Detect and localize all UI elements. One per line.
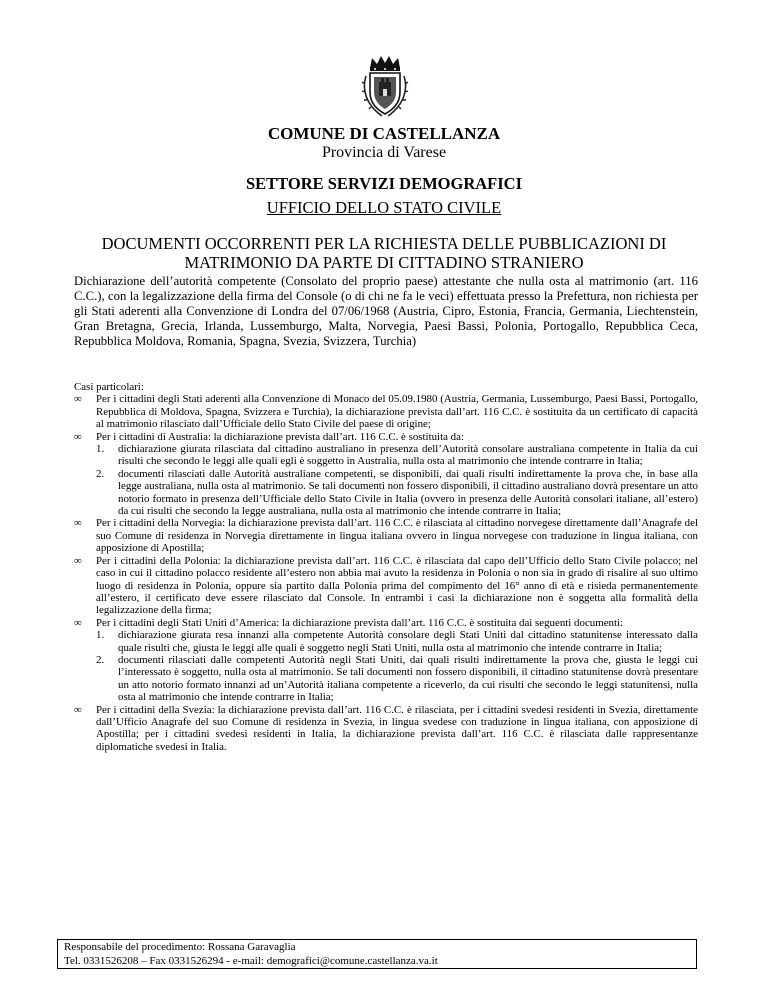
department-name: SETTORE SERVIZI DEMOGRAFICI	[245, 174, 522, 193]
case-item-stati-uniti	[74, 617, 698, 704]
municipality-name: COMUNE DI CASTELLANZA	[267, 124, 501, 143]
sub-item	[96, 654, 698, 704]
document-title: DOCUMENTI OCCORRENTI PER LA RICHIESTA DELLE PUBBLICAZIONI DI MATRIMONIO DA PARTE DI CITTADINO STRANIERO	[101, 234, 667, 272]
case-item-polonia	[74, 555, 698, 617]
bullet-icon: ∞	[74, 616, 82, 629]
case-text: Per i cittadini degli Stati aderenti alla Convenzione di Monaco del 05.09.1980 (Austria, Germania, Lussemburgo, Paesi Bassi, Portogallo, Repubblica di Moldova, Spagna, Svizzera e Turchia), la dichiarazione prevista dall’art. 116 C.C. è sostituita da un certificato di capacità al matrimonio rilasciato dall’Ufficiale dello Stato Civile del paese di origine;	[96, 393, 698, 431]
bullet-icon: ∞	[74, 554, 82, 567]
case-text: Per i cittadini della Svezia: la dichiarazione prevista dall’art. 116 C.C. è rilasciata, per i cittadini svedesi residenti in Svezia, direttamente dall’Ufficio Anagrafe del suo Comune di residenza in Svezia, in lingua svedese con traduzione in lingua italiana, con apposizione di Apostilla; per i cittadini svedesi residenti in Italia, la dichiarazione prevista dall’art. 116 C.C. è rilasciata dalle rappresentanze diplomatiche svedesi in Italia.	[96, 703, 698, 753]
sub-item-number: 1.	[96, 443, 105, 456]
case-text: Per i cittadini di Australia: la dichiarazione prevista dall’art. 116 C.C. è sostituita da:	[96, 430, 464, 443]
case-item-norvegia	[74, 517, 698, 554]
case-item-monaco	[74, 393, 698, 430]
office-name: UFFICIO DELLO STATO CIVILE	[266, 198, 502, 217]
sub-item-number: 1.	[96, 629, 105, 642]
intro-paragraph: Dichiarazione dell’autorità competente (Consolato del proprio paese) attestante che nulla osta al matrimonio (art. 116 C.C.), con la legalizzazione della firma del Console (o di chi ne fa le veci) effettuata presso la Prefettura, non richiesta per gli Stati aderenti alla Convenzione di Londra del 07/06/1968 (Austria, Cipro, Estonia, Francia, Germania, Liechtenstein, Gran Bretagna, Grecia, Irlanda, Lussemburgo, Malta, Norvegia, Paesi Bassi, Polonia, Portogallo, Repubblica Ceca, Repubblica Moldova, Romania, Spagna, Svezia, Svizzera, Turchia)	[74, 274, 698, 348]
coat-of-arms-icon	[360, 54, 410, 118]
case-item-australia	[74, 431, 698, 518]
sub-item-text: dichiarazione giurata resa innanzi alla competente Autorità consolare degli Stati Uniti dal cittadino statunitense interessato dalla quale risulti che, giusta le leggi alle quali è soggetto negli Stati Uniti, nulla osta al matrimonio che intende contrarre in Italia;	[118, 629, 698, 654]
sub-item	[96, 629, 698, 654]
case-text: Per i cittadini della Norvegia: la dichiarazione prevista dall’art. 116 C.C. è rilasciata al cittadino norvegese direttamente dall’Anagrafe del suo Comune di residenza in Norvegia direttamente in lingua italiana ovvero in lingua norvegese con traduzione in lingua italiana, con apposizione di Apostilla;	[96, 517, 698, 555]
sub-item-number: 2.	[96, 467, 105, 480]
province-name: Provincia di Varese	[321, 144, 447, 161]
bullet-icon: ∞	[74, 703, 82, 716]
bullet-icon: ∞	[74, 393, 82, 406]
case-item-svezia	[74, 704, 698, 754]
case-text: Per i cittadini della Polonia: la dichiarazione prevista dall’art. 116 C.C. è rilasciata dal capo dell’Ufficio dello Stato Civile polacco; nel caso in cui il cittadino polacco residente all’estero non abbia mai avuto la residenza in Polonia o non sia in grado di risalire al suo ultimo luogo di residenza in Polonia, oppure sia partito dalla Polonia prima del compimento del 16° anno di età e risieda permanentemente all’estero, il certificato deve essere rilasciato dal Console. In entrambi i casi la dichiarazione non è soggetta alla formalità della legalizzazione della firma;	[96, 554, 698, 617]
contact-box	[57, 939, 697, 969]
special-cases-label: Casi particolari:	[74, 381, 144, 393]
sub-item-text: documenti rilasciati dalle Autorità australiane competenti, se disponibili, dai quali risulti indirettamente la prova che, in base alla legge australiana, nulla osta al matrimonio. Se tali documenti non fossero disponibili, il cittadino australiano dovrà presentare un atto notorio formato in presenza dell’Ufficiale dello Stato Civile in Italia (ovvero in presenza delle Autorità consolari italiane, all’estero) da cui risulti che secondo la legge australiana, nulla osta al matrimonio che intende contrarre in Italia;	[118, 467, 698, 518]
sub-item-text: dichiarazione giurata rilasciata dal cittadino australiano in presenza dell’Autorità consolare australiana competente in Italia da cui risulti che secondo le leggi alle quali egli è soggetto in Australia, nulla osta al matrimonio che intende contrarre in Italia;	[118, 443, 698, 468]
special-cases-section	[74, 381, 698, 753]
case-text: Per i cittadini degli Stati Uniti d’America: la dichiarazione prevista dall’art. 116 C.C. è sostituita dai seguenti documenti:	[96, 616, 624, 629]
contact-details: Tel. 0331526208 – Fax 0331526294 - e-mail: demografici@comune.castellanza.va.it	[64, 954, 438, 967]
bullet-icon: ∞	[74, 430, 82, 443]
responsible-person: Responsabile del procedimento: Rossana Garavaglia	[64, 941, 296, 953]
bullet-icon: ∞	[74, 517, 82, 530]
sub-item-number: 2.	[96, 653, 105, 666]
sub-item	[96, 443, 698, 468]
sub-item	[96, 468, 698, 518]
sub-item-text: documenti rilasciati dalle competenti Autorità negli Stati Uniti, dai quali risulti indirettamente la prova che, giusta le leggi cui l’interessato è soggetto, nulla osta al matrimonio. Se tali documenti non fossero disponibili, il cittadino statunitense dovrà presentare un atto notorio formato innanzi ad un’Autorità italiana competente a riceverlo, da cui risulti che secondo le leggi statunitensi, nulla osta al matrimonio che intende contrarre in Italia;	[118, 653, 698, 704]
